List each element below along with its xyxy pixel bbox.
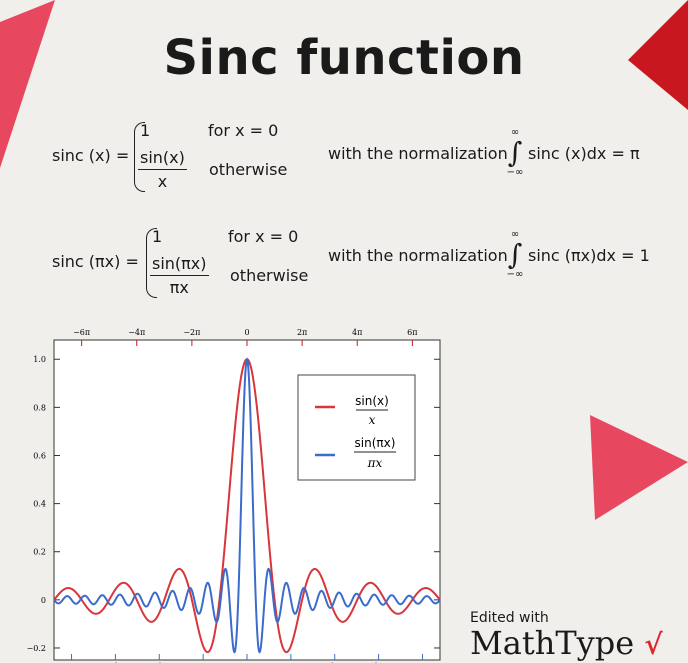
top-tick-label: −6π: [73, 328, 91, 337]
integral-sign: ∞ ∫ −∞: [504, 230, 526, 280]
legend-blue-denominator: πx: [367, 456, 383, 470]
integrand: sinc (πx)dx = 1: [528, 246, 650, 265]
case-one-condition: for x = 0: [208, 121, 279, 140]
legend-blue-numerator: sin(πx): [354, 436, 396, 450]
integrand: sinc (x)dx = π: [528, 144, 640, 163]
formula-lhs: sinc (πx) =: [52, 252, 139, 271]
case-two-fraction: [138, 148, 187, 191]
edited-with-label: Edited with: [470, 610, 549, 626]
top-tick-label: 0: [244, 328, 250, 337]
integral-upper-limit: ∞: [510, 229, 520, 240]
y-tick-label: 0.8: [33, 403, 46, 413]
y-tick-label: 0: [40, 595, 46, 605]
legend-red-numerator: sin(x): [355, 394, 389, 408]
fraction-denominator: x: [157, 172, 168, 191]
case-one-value: 1: [140, 121, 151, 140]
y-tick-label: 1.0: [33, 355, 46, 365]
y-tick-label: −0.2: [26, 643, 46, 653]
mathtype-logo-text: MathType: [470, 624, 635, 662]
y-tick-label: 0.4: [33, 499, 46, 509]
page-title: Sinc function: [163, 30, 525, 86]
normalization-label: with the normalization: [328, 246, 508, 265]
sinc-plot: [0, 320, 460, 663]
case-two-condition: otherwise: [230, 266, 309, 285]
legend-red-denominator: x: [368, 413, 376, 427]
y-tick-label: 0.2: [33, 547, 46, 557]
top-tick-label: 2π: [296, 328, 308, 337]
top-tick-label: 4π: [352, 328, 363, 337]
top-tick-label: −2π: [183, 328, 201, 337]
case-two-condition: otherwise: [209, 160, 288, 179]
integral-lower-limit: −∞: [506, 269, 524, 280]
integral-upper-limit: ∞: [510, 127, 520, 138]
legend-box: [298, 375, 415, 480]
formula-lhs: sinc (x) =: [52, 146, 130, 165]
legend: [298, 375, 415, 480]
case-two-fraction: [150, 254, 209, 297]
normalization-label: with the normalization: [328, 144, 508, 163]
top-tick-label: 6π: [407, 328, 418, 337]
y-tick-label: 0.6: [33, 451, 46, 461]
mathtype-branding: [470, 610, 663, 662]
case-one-condition: for x = 0: [228, 227, 299, 246]
fraction-numerator: sin(πx): [150, 254, 209, 276]
mathtype-check-icon: √: [644, 628, 663, 661]
integral-sign: ∞ ∫ −∞: [504, 128, 526, 178]
top-tick-label: −4π: [128, 328, 146, 337]
mid-right-triangle: [590, 415, 688, 520]
fraction-numerator: sin(x): [138, 148, 187, 170]
case-one-value: 1: [152, 227, 163, 246]
integral-lower-limit: −∞: [506, 167, 524, 178]
fraction-denominator: πx: [169, 278, 189, 297]
